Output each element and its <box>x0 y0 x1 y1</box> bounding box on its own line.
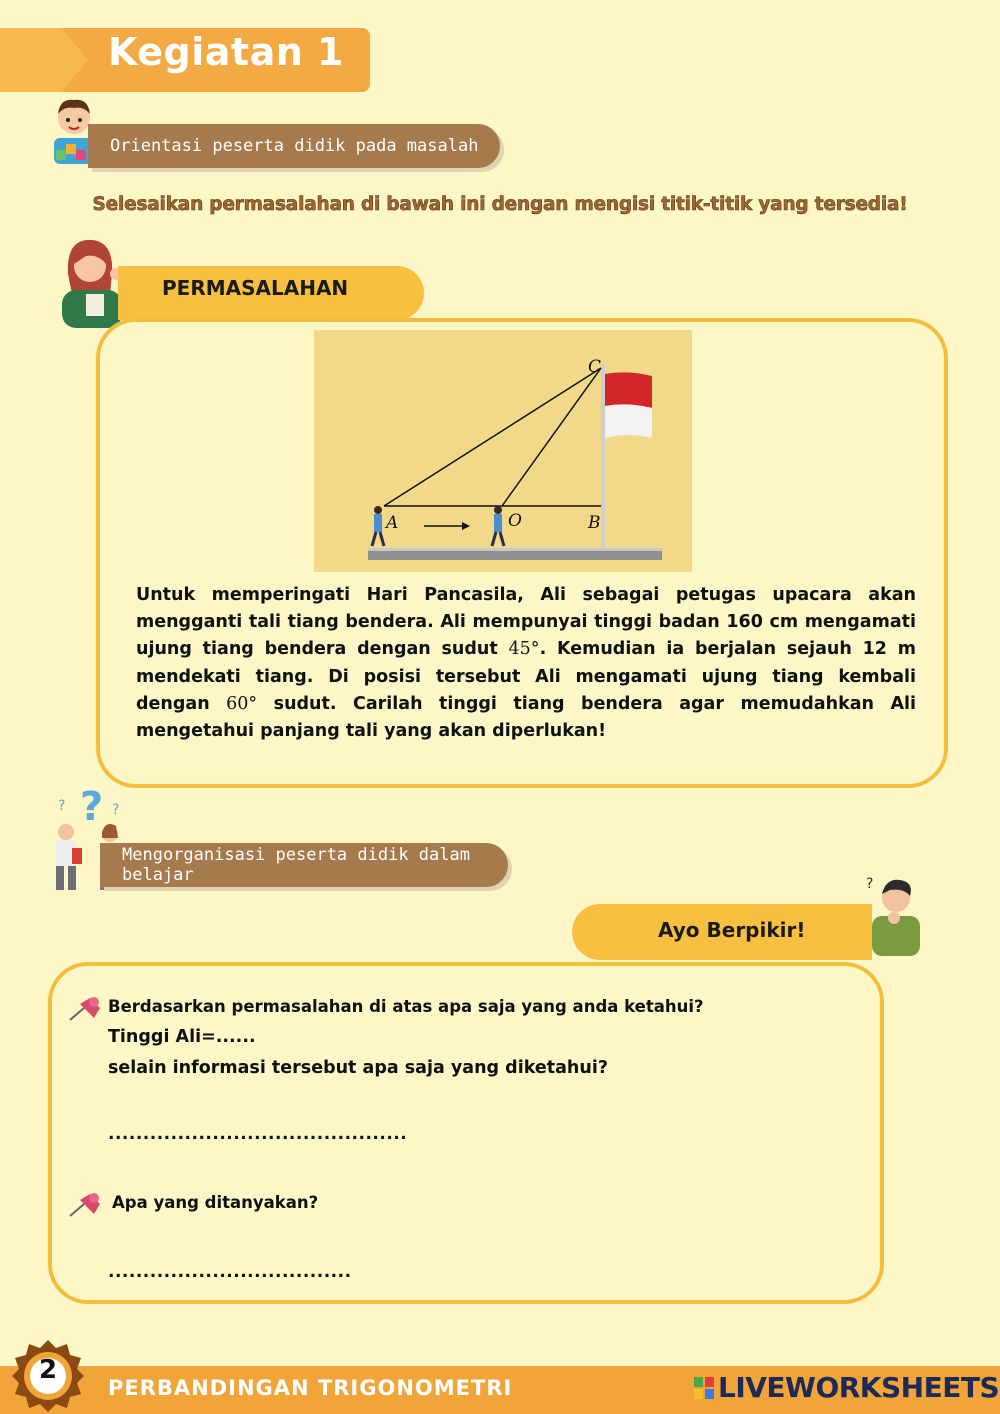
section-orientation-label: Orientasi peserta didik pada masalah <box>88 124 500 168</box>
label-a: A <box>386 513 399 533</box>
answer-blank-known[interactable]: ........................................... <box>108 1124 408 1144</box>
angle-60: 60° <box>226 693 258 714</box>
flagpole-diagram <box>314 330 692 572</box>
question-known: Berdasarkan permasalahan di atas apa saja yang anda ketahui? <box>108 997 704 1016</box>
answer-blank-asked[interactable]: ................................... <box>108 1262 352 1282</box>
svg-text:?: ? <box>866 876 874 892</box>
liveworksheets-logo-icon <box>694 1377 714 1399</box>
label-o: O <box>508 511 522 531</box>
problem-text-part-3: sudut. Carilah tinggi tiang bendera agar memudahkan Ali mengetahui panjang tali yang akan diperlukan! <box>136 693 916 742</box>
page-title: Kegiatan 1 <box>108 30 344 74</box>
section-organize-label: Mengorganisasi peserta didik dalam belajar <box>100 843 508 887</box>
svg-text:?: ? <box>58 798 66 814</box>
question-asked: Apa yang ditanyakan? <box>112 1193 319 1212</box>
pushpin-icon <box>68 994 104 1022</box>
problem-text-part-1: Untuk memperingati Hari Pancasila, Ali sebagai petugas upacara akan mengganti tali tiang bendera. Ali mempunyai tinggi badan 160 cm mengamati ujung tiang bendera dengan sudut <box>136 585 916 660</box>
problem-text-part-2: . Kemudian ia berjalan sejauh 12 m mendekati tiang. Di posisi tersebut Ali mengamati ujung tiang kembali dengan <box>136 639 916 714</box>
label-b: B <box>588 513 601 533</box>
svg-text:?: ? <box>112 802 120 818</box>
question-other-known: selain informasi tersebut apa saja yang diketahui? <box>108 1058 608 1078</box>
think-tab-label: Ayo Berpikir! <box>658 918 806 942</box>
problem-statement <box>136 582 916 745</box>
svg-text:?: ? <box>80 784 104 830</box>
ali-height-line: Tinggi Ali=...... <box>108 1027 256 1047</box>
problem-tab-label: PERMASALAHAN <box>162 276 349 300</box>
thinking-man-icon <box>860 868 926 960</box>
angle-45: 45° <box>508 639 540 660</box>
pushpin-icon <box>68 1190 104 1218</box>
instruction-text: Selesaikan permasalahan di bawah ini dengan mengisi titik-titik yang tersedia! <box>92 194 908 215</box>
footer-title: PERBANDINGAN TRIGONOMETRI <box>108 1376 513 1400</box>
brand-name[interactable]: LIVEWORKSHEETS <box>718 1371 1000 1404</box>
page-number: 2 <box>38 1355 58 1385</box>
label-c: C <box>588 357 602 377</box>
